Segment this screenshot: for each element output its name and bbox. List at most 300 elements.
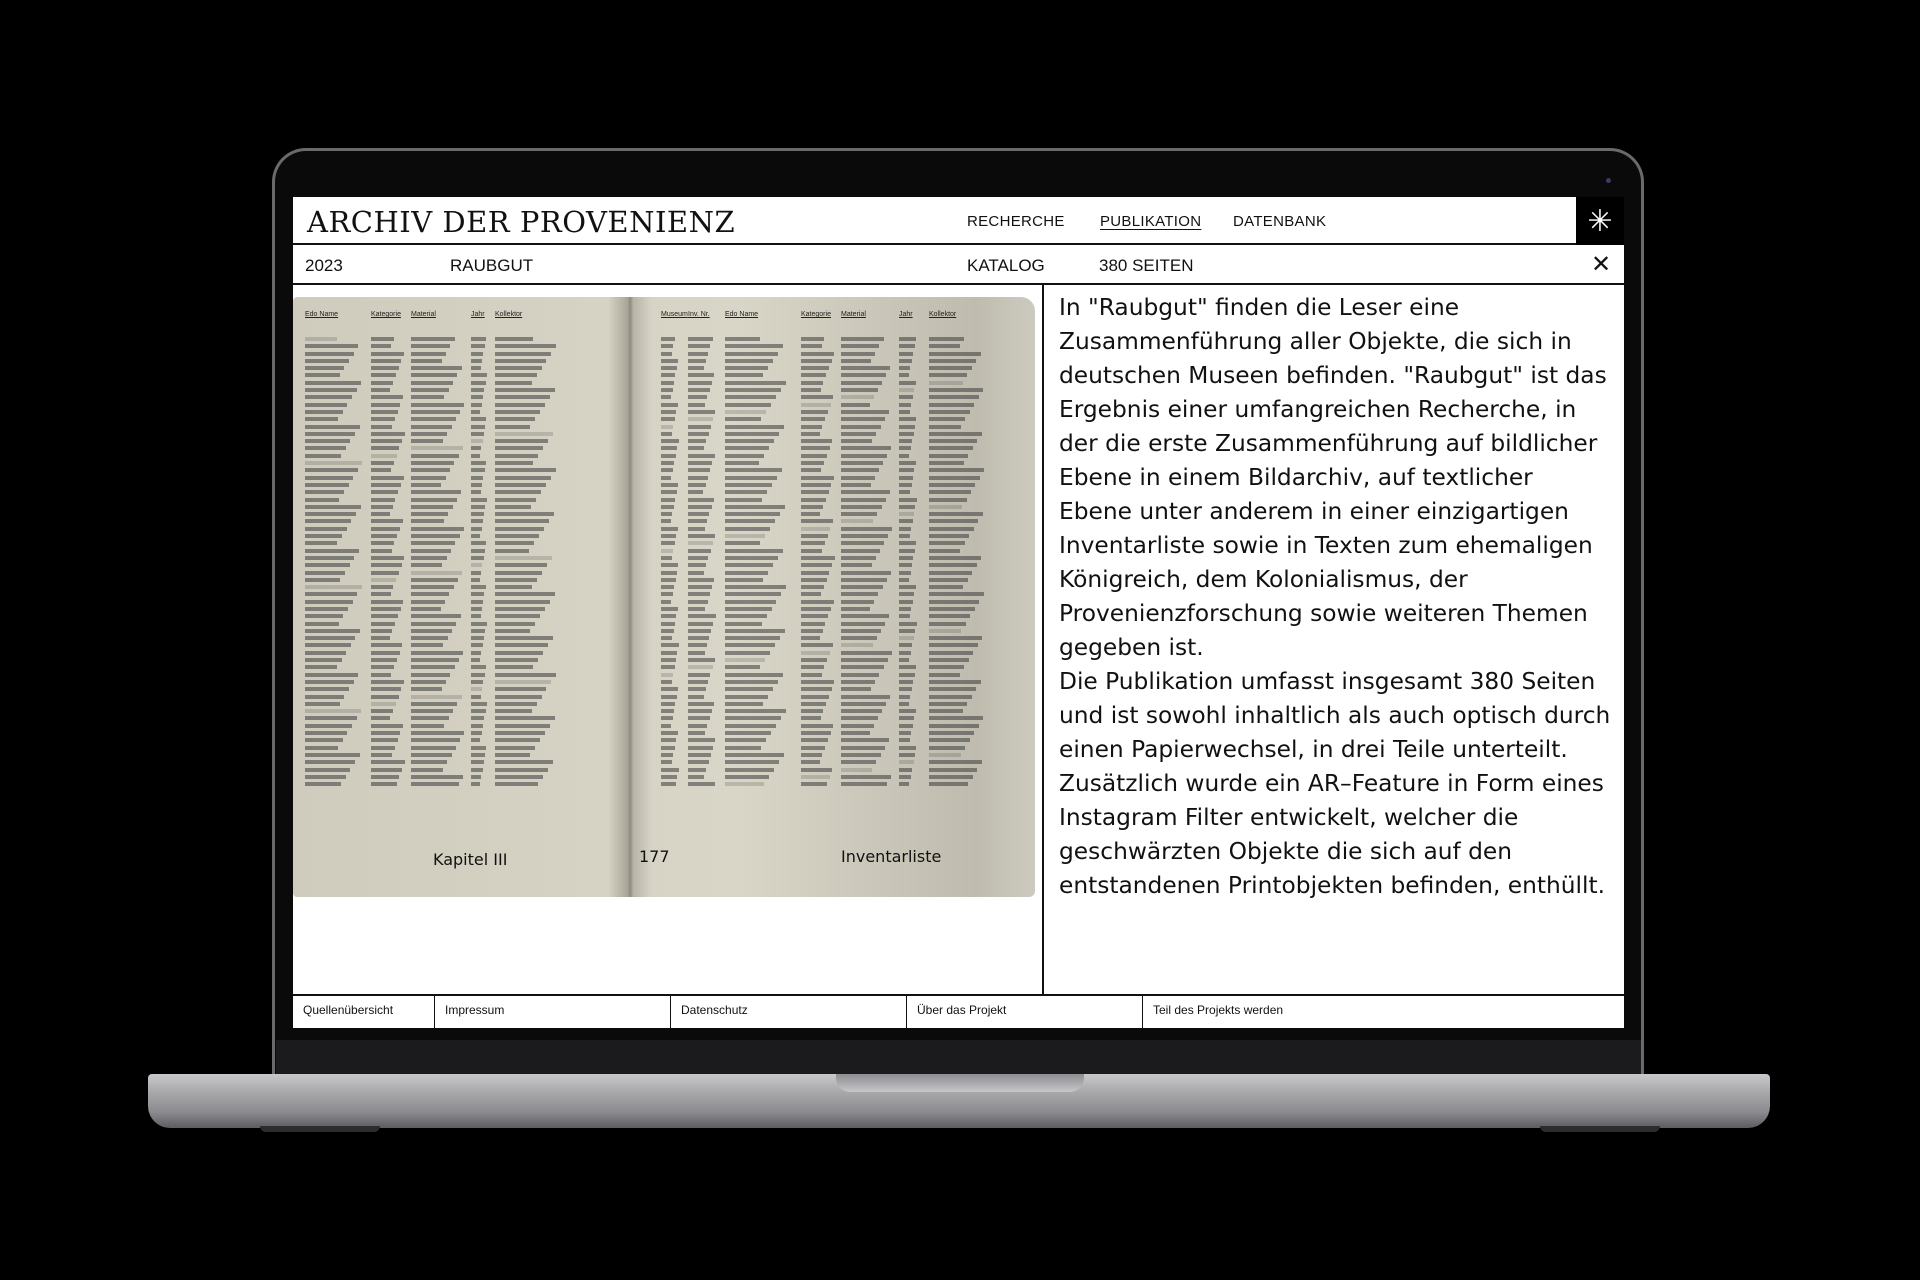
book-text-line [471, 585, 486, 589]
book-column [411, 337, 465, 789]
book-text-line [411, 403, 464, 407]
book-text-line [801, 746, 825, 750]
book-text-line [371, 658, 397, 662]
book-text-line [841, 614, 889, 618]
book-text-line [661, 381, 674, 385]
book-text-line [841, 425, 881, 429]
book-text-line [841, 709, 882, 713]
book-text-line [841, 373, 886, 377]
book-text-line [411, 636, 448, 640]
book-header: Museum [661, 311, 688, 318]
book-text-line [688, 373, 714, 377]
book-text-line [801, 541, 825, 545]
book-text-line [899, 541, 916, 545]
book-column [801, 337, 835, 789]
book-text-line [305, 702, 340, 706]
book-text-line [661, 373, 675, 377]
book-text-line [661, 614, 676, 618]
book-text-line [411, 600, 445, 604]
book-text-line [801, 490, 829, 494]
book-text-line [661, 425, 673, 429]
book-text-line [841, 403, 870, 407]
book-header: Jahr [471, 311, 485, 318]
book-text-line [371, 388, 390, 392]
book-text-line [841, 344, 879, 348]
book-text-line [725, 760, 779, 764]
book-text-line [371, 519, 403, 523]
book-text-line [725, 731, 771, 735]
book-text-line [841, 600, 874, 604]
book-text-line [305, 446, 346, 450]
book-text-line [471, 716, 484, 720]
book-text-line [471, 446, 481, 450]
book-text-line [471, 695, 481, 699]
book-text-line [661, 665, 675, 669]
book-text-line [371, 614, 398, 618]
book-text-line [899, 614, 910, 618]
book-text-line [725, 695, 768, 699]
book-text-line [661, 417, 675, 421]
book-text-line [801, 439, 832, 443]
book-text-line [688, 753, 711, 757]
book-header: Kategorie [801, 311, 831, 318]
book-text-line [371, 702, 396, 706]
book-text-line [929, 665, 964, 669]
book-text-line [929, 381, 963, 385]
book-text-line [661, 782, 676, 786]
book-text-line [688, 673, 710, 677]
close-icon[interactable]: ✕ [1591, 251, 1612, 278]
book-text-line [661, 592, 673, 596]
book-text-line [929, 373, 967, 377]
book-text-line [305, 549, 359, 553]
book-text-line [929, 695, 972, 699]
book-text-line [801, 782, 827, 786]
book-text-line [899, 768, 912, 772]
book-text-line [495, 454, 538, 458]
book-text-line [411, 454, 459, 458]
description-paragraph: Die Publikation umfasst insgesamt 380 Seiten und ist sowohl inhaltlich als auch optisch durch einen Papierwechsel, in drei Teile unterteilt. [1059, 668, 1611, 763]
book-text-line [841, 571, 891, 575]
book-text-line [661, 680, 672, 684]
book-text-line [929, 439, 977, 443]
book-text-line [495, 775, 543, 779]
book-text-line [371, 753, 392, 757]
book-text-line [411, 622, 456, 626]
book-text-line [725, 395, 776, 399]
book-text-line [725, 556, 778, 560]
book-text-line [929, 556, 981, 560]
publication-image [293, 285, 1044, 994]
book-text-line [899, 505, 915, 509]
footer-link-impressum[interactable]: Impressum [435, 996, 671, 1028]
book-text-line [661, 388, 673, 392]
book-text-line [899, 680, 913, 684]
book-text-line [495, 541, 534, 545]
book-text-line [725, 658, 765, 662]
book-text-line [495, 366, 542, 370]
book-text-line [899, 622, 917, 626]
book-text-line [841, 724, 874, 728]
book-text-line [305, 760, 355, 764]
book-text-line [661, 607, 678, 611]
book-text-line [411, 425, 452, 429]
site-footer [293, 994, 1624, 1028]
book-text-line [725, 702, 763, 706]
book-text-line [471, 738, 480, 742]
book-text-line [725, 592, 781, 596]
book-text-line [661, 695, 677, 699]
book-text-line [688, 439, 706, 443]
book-text-line [661, 571, 677, 575]
book-text-line [688, 695, 704, 699]
book-text-line [661, 760, 672, 764]
book-text-line [371, 483, 401, 487]
book-text-line [371, 446, 399, 450]
book-text-line [801, 512, 820, 516]
book-header: Kollektor [495, 311, 523, 318]
book-text-line [471, 432, 484, 436]
book-text-line [899, 373, 909, 377]
book-text-line [725, 337, 760, 341]
nav-datenbank[interactable]: DATENBANK [1233, 213, 1327, 230]
book-text-line [471, 680, 483, 684]
book-text-line [471, 541, 486, 545]
book-text-line [305, 731, 347, 735]
book-text-line [801, 585, 824, 589]
book-text-line [371, 352, 404, 356]
book-text-line [841, 446, 891, 450]
book-text-line [841, 592, 878, 596]
book-text-line [411, 658, 459, 662]
book-text-line [305, 344, 358, 348]
book-text-line [495, 527, 544, 531]
book-text-line [411, 680, 446, 684]
footer-link-teilnehmen[interactable]: Teil des Projekts werden [1153, 1003, 1284, 1017]
book-text-line [801, 636, 820, 640]
book-text-line [929, 498, 967, 502]
book-text-line [411, 643, 443, 647]
book-text-line [471, 366, 481, 370]
book-text-line [661, 461, 674, 465]
book-text-line [688, 527, 705, 531]
book-text-line [495, 563, 547, 567]
book-text-line [371, 673, 391, 677]
book-text-line [371, 585, 393, 589]
book-text-line [801, 753, 822, 757]
book-text-line [929, 483, 975, 487]
book-column [305, 337, 363, 789]
book-text-line [471, 483, 482, 487]
book-text-line [899, 600, 913, 604]
chapter-label: Kapitel III [433, 850, 508, 869]
book-text-line [471, 731, 482, 735]
book-text-line [688, 585, 712, 589]
book-text-line [495, 731, 545, 735]
book-text-line [411, 775, 463, 779]
book-text-line [471, 629, 485, 633]
book-text-line [471, 673, 485, 677]
book-text-line [801, 563, 832, 567]
book-text-line [841, 563, 872, 567]
book-text-line [495, 490, 541, 494]
book-text-line [725, 476, 777, 480]
book-text-line [801, 592, 821, 596]
book-text-line [495, 702, 537, 706]
book-text-line [471, 636, 484, 640]
book-text-line [725, 483, 772, 487]
book-text-line [725, 578, 763, 582]
book-text-line [411, 519, 444, 523]
book-text-line [929, 768, 977, 772]
book-text-line [411, 753, 452, 757]
book-text-line [841, 658, 888, 662]
book-text-line [495, 556, 552, 560]
book-text-line [371, 490, 398, 494]
book-text-line [929, 468, 984, 472]
book-text-line [688, 366, 704, 370]
book-text-line [899, 760, 914, 764]
site-logo[interactable]: ARCHIV DER PROVENIENZ [307, 205, 736, 239]
book-text-line [929, 636, 982, 640]
book-text-line [725, 373, 763, 377]
book-text-line [929, 446, 973, 450]
book-text-line [305, 359, 349, 363]
book-text-line [929, 534, 969, 538]
book-text-line [725, 709, 786, 713]
book-text-line [725, 782, 764, 786]
book-text-line [688, 629, 711, 633]
book-text-line [688, 600, 708, 604]
book-text-line [471, 549, 485, 553]
book-text-line [801, 410, 828, 414]
book-text-line [929, 607, 975, 611]
book-text-line [495, 687, 546, 691]
book-text-line [471, 337, 486, 341]
book-text-line [471, 651, 481, 655]
book-text-line [688, 359, 706, 363]
book-text-line [661, 359, 678, 363]
book-text-line [471, 702, 487, 706]
book-text-line [725, 366, 768, 370]
book-text-line [495, 709, 532, 713]
book-text-line [899, 432, 914, 436]
book-text-line [371, 571, 399, 575]
book-text-line [371, 636, 390, 640]
book-text-line [495, 724, 550, 728]
book-text-line [305, 687, 349, 691]
book-text-line [371, 527, 400, 531]
footer-link-quellen[interactable]: Quellenübersicht [293, 996, 435, 1028]
book-text-line [371, 665, 394, 669]
book-text-line [661, 439, 679, 443]
book-text-line [841, 468, 879, 472]
book-text-line [495, 643, 548, 647]
book-text-line [841, 505, 882, 509]
book-text-line [471, 578, 480, 582]
book-text-line [305, 454, 341, 458]
book-text-line [411, 702, 457, 706]
book-text-line [801, 665, 824, 669]
book-text-line [495, 498, 536, 502]
book-text-line [841, 337, 884, 341]
book-text-line [371, 680, 404, 684]
book-text-line [305, 768, 350, 772]
book-text-line [899, 366, 910, 370]
book-text-line [801, 403, 831, 407]
laptop-notch [836, 1074, 1084, 1092]
book-text-line [725, 673, 783, 677]
book-text-line [305, 534, 342, 538]
book-text-line [661, 344, 673, 348]
book-text-line [801, 344, 822, 348]
book-text-line [371, 651, 400, 655]
book-text-line [899, 388, 914, 392]
book-text-line [725, 622, 762, 626]
book-text-line [495, 519, 549, 523]
book-text-line [841, 687, 871, 691]
book-text-line [495, 410, 540, 414]
book-text-line [801, 556, 835, 560]
book-text-line [471, 534, 480, 538]
book-text-line [471, 709, 486, 713]
book-text-line [801, 716, 821, 720]
book-text-line [688, 571, 704, 575]
book-text-line [661, 738, 676, 742]
book-text-line [411, 410, 460, 414]
book-text-line [688, 344, 710, 348]
nav-recherche[interactable]: RECHERCHE [967, 213, 1065, 230]
book-text-line [801, 738, 828, 742]
book-text-line [725, 680, 778, 684]
book-text-line [841, 695, 890, 699]
footer-link-datenschutz[interactable]: Datenschutz [671, 996, 907, 1028]
book-text-line [899, 695, 910, 699]
book-text-line [801, 571, 829, 575]
book-text-line [471, 359, 482, 363]
book-text-line [899, 571, 911, 575]
book-text-line [929, 476, 980, 480]
book-text-line [688, 425, 711, 429]
book-text-line [801, 651, 830, 655]
book-text-line [471, 658, 480, 662]
book-text-line [688, 395, 707, 399]
book-text-line [929, 658, 969, 662]
book-text-line [688, 483, 706, 487]
book-text-line [661, 498, 675, 502]
book-text-line [305, 782, 341, 786]
book-text-line [801, 366, 829, 370]
book-text-line [411, 381, 453, 385]
book-text-line [801, 702, 826, 706]
book-text-line [411, 782, 459, 786]
book-text-line [899, 490, 910, 494]
book-text-line [725, 636, 780, 640]
book-text-line [899, 643, 912, 647]
book-text-line [305, 366, 344, 370]
book-text-line [305, 607, 348, 611]
book-text-line [471, 512, 484, 516]
book-text-line [899, 527, 911, 531]
book-text-line [688, 410, 715, 414]
book-text-line [929, 512, 983, 516]
footer-link-ueber[interactable]: Über das Projekt [907, 996, 1143, 1028]
book-text-line [371, 373, 396, 377]
book-text-line [688, 680, 708, 684]
book-text-line [841, 665, 884, 669]
book-text-line [411, 695, 462, 699]
book-text-line [305, 651, 346, 655]
book-text-line [801, 446, 830, 450]
book-text-line [929, 629, 961, 633]
book-text-line [471, 454, 480, 458]
book-text-line [371, 731, 400, 735]
book-text-line [371, 709, 393, 713]
book-header: Edo Name [305, 311, 339, 318]
book-text-line [495, 417, 535, 421]
book-text-line [841, 476, 875, 480]
book-text-line [801, 417, 825, 421]
book-text-line [371, 687, 401, 691]
star-icon[interactable]: ✳ [1576, 197, 1624, 245]
book-text-line [841, 519, 873, 523]
book-text-line [899, 578, 909, 582]
book-text-line [495, 746, 535, 750]
book-text-line [305, 636, 355, 640]
book-text-line [725, 585, 786, 589]
book-text-line [725, 410, 766, 414]
book-text-line [688, 658, 715, 662]
book-text-line [471, 461, 486, 465]
book-text-line [801, 724, 833, 728]
book-text-line [801, 768, 832, 772]
book-text-line [661, 490, 677, 494]
book-text-line [801, 614, 828, 618]
book-text-line [841, 527, 892, 531]
book-text-line [841, 454, 887, 458]
book-text-line [661, 636, 672, 640]
book-text-line [411, 629, 452, 633]
book-text-line [661, 658, 676, 662]
book-text-line [371, 425, 392, 429]
book-text-line [725, 512, 780, 516]
book-text-line [801, 352, 834, 356]
book-text-line [411, 476, 446, 480]
book-text-line [801, 527, 830, 531]
book-text-line [661, 673, 673, 677]
book-text-line [899, 782, 909, 786]
book-text-line [471, 556, 484, 560]
book-text-line [899, 344, 915, 348]
book-text-line [495, 534, 539, 538]
book-text-line [929, 359, 976, 363]
book-text-line [371, 716, 390, 720]
book-text-line [411, 352, 446, 356]
book-text-line [495, 344, 556, 348]
book-text-line [471, 468, 485, 472]
book-text-line [661, 446, 677, 450]
book-text-line [725, 498, 762, 502]
book-text-line [899, 468, 914, 472]
book-text-line [305, 417, 338, 421]
book-text-line [841, 636, 877, 640]
book-text-line [495, 439, 548, 443]
book-text-line [661, 410, 676, 414]
nav-publikation[interactable]: PUBLIKATION [1100, 213, 1202, 230]
book-text-line [471, 388, 484, 392]
book-text-line [688, 352, 708, 356]
book-text-line [305, 680, 354, 684]
